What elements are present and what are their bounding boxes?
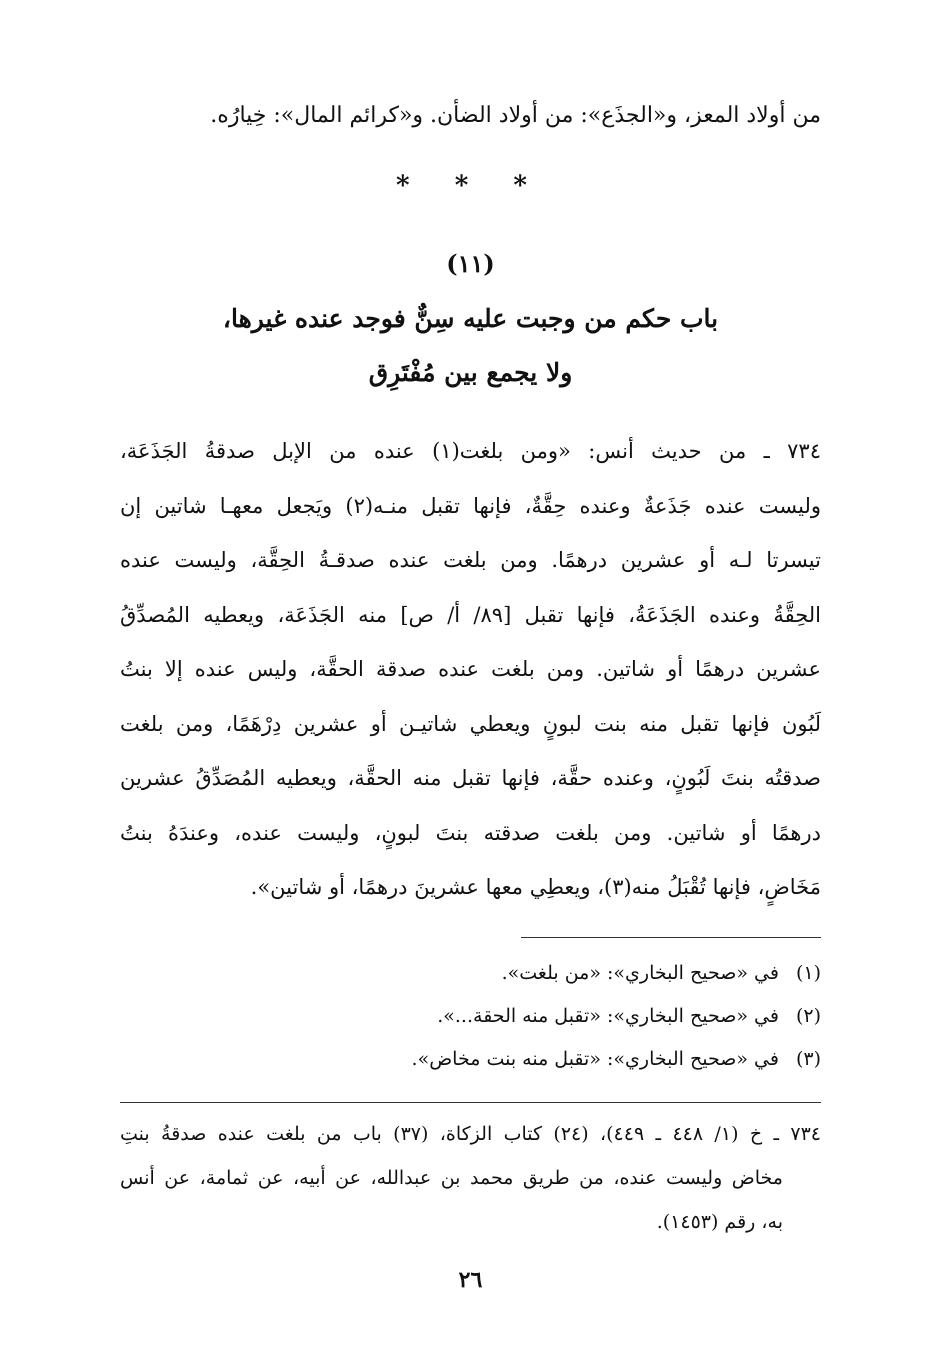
chapter-title-line-1: باب حكم من وجبت عليه سِنٌّ فوجد عنده غيرها، (222, 304, 719, 333)
hadith-line: الحِقَّةُ وعنده الجَذَعَةُ، فإنها تقبل [٨٩/ أ/ ص] منه الجَذَعَة، ويعطيه المُصدِّقُ (120, 602, 821, 627)
takhrij-line: ٧٣٤ ـ خ (١/ ٤٤٨ ـ ٤٤٩)، (٢٤) كتاب الزكاة، (٣٧) باب من بلغت عنده صدقةُ بنتِ (120, 1123, 821, 1145)
footnote (121, 952, 821, 995)
footnote-text: في «صحيح البخاري»: «تقبل منه الحقة...». (437, 1005, 779, 1027)
hadith-line: مَخَاضٍ، فإنها تُقْبَلُ منه(٣)، ويعطِي معها عشرينَ درهمًا، أو شاتين». (250, 875, 821, 899)
hadith-line: ٧٣٤ ـ من حديث أنس: «ومن بلغت(١) عنده من الإبل صدقةُ الجَذَعَة، (120, 439, 821, 463)
chapter-number: (١١) (446, 249, 495, 278)
section-separator: * * * (396, 171, 545, 201)
footnote-number: (٢) (795, 1005, 821, 1027)
takhrij-line: مخاض وليست عنده، من طريق محمد بن عبدالله، عن أبيه، عن ثمامة، عن أنس (120, 1167, 783, 1189)
hadith-line: عشرين درهمًا أو شاتين. ومن بلغت عنده صدقة الحقَّة، وليس عنده إلا بنتُ (120, 657, 821, 681)
footnote-number: (١) (795, 962, 821, 984)
hadith-line: تيسرتا لـه أو عشرين درهمًا. ومن بلغت عنده صدقـةُ الحِقَّة، وليست عنده (120, 548, 821, 572)
footnote (121, 995, 821, 1038)
hadith-line: صدقتُه بنتَ لَبُونٍ، وعنده حقَّة، فإنها تقبل منه الحقَّة، ويعطيه المُصَدِّقُ عشرين (120, 766, 821, 790)
footnote-text: في «صحيح البخاري»: «من بلغت». (501, 962, 779, 984)
takhrij-note (120, 1112, 821, 1244)
hadith-text (120, 424, 821, 915)
footnote (121, 1038, 821, 1081)
page-number: ٢٦ (458, 1267, 483, 1293)
footnote-number: (٣) (795, 1048, 821, 1070)
takhrij-line: به، رقم (١٤٥٣). (656, 1211, 783, 1233)
hadith-line: درهمًا أو شاتين. ومن بلغت صدقته بنتَ لبونٍ، وليست عنده، وعندَهُ بنتُ (120, 820, 821, 845)
chapter-title (0, 292, 941, 400)
takhrij-divider (120, 1102, 821, 1103)
footnote-divider (521, 937, 821, 938)
chapter-title-line-2: ولا يجمع بين مُفْتَرِق (368, 358, 573, 387)
hadith-line: وليست عنده جَذَعةٌ وعنده حِقَّةٌ، فإنها تقبل منـه(٢) ويَجعل معهـا شاتين إن (120, 493, 822, 518)
continuation-line: من أولاد المعز، و«الجذَع»: من أولاد الضأن. و«كرائم المال»: خِيارُه. (210, 103, 821, 128)
footnotes (121, 952, 821, 1081)
footnote-text: في «صحيح البخاري»: «تقبل منه بنت مخاض». (411, 1048, 779, 1070)
hadith-line: لَبُون فإنها تقبل منه بنت لبونٍ ويعطي شاتيـن أو عشرين دِرْهَمًا، ومن بلغت (120, 711, 821, 736)
